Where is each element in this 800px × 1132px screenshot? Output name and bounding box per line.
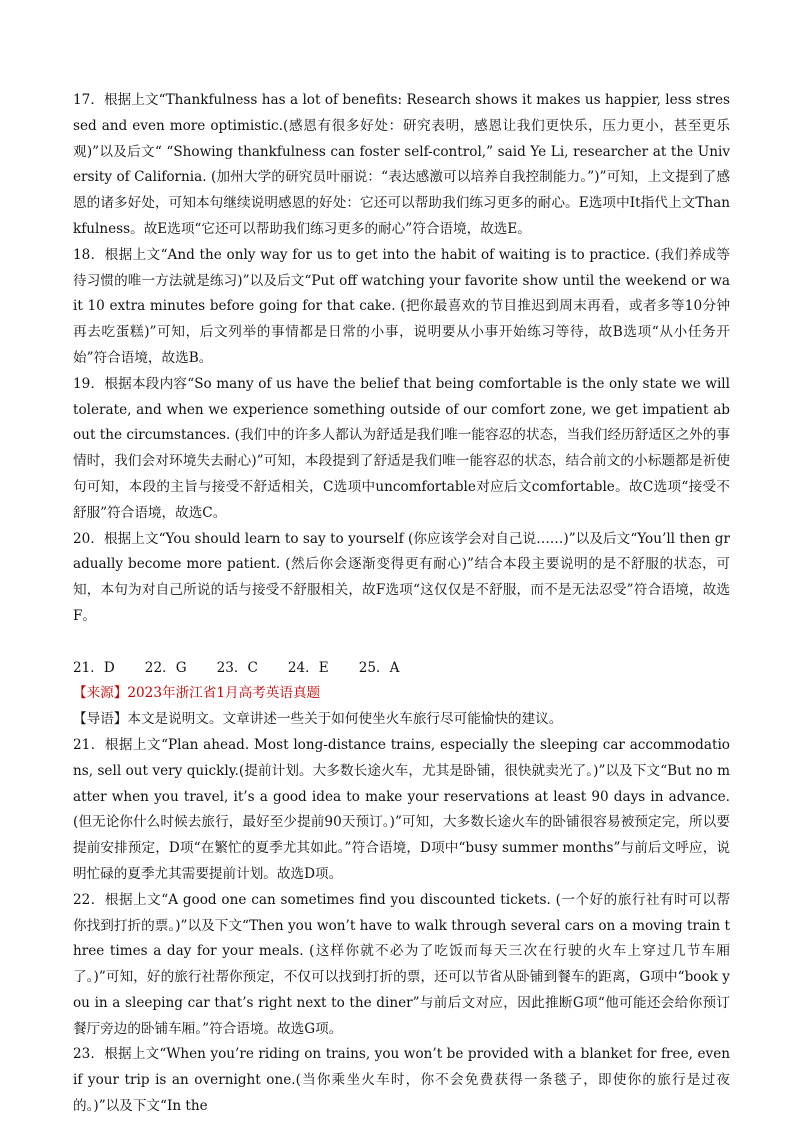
answer-22: 22．G <box>144 659 187 676</box>
source-bracket-open: 【 <box>73 685 87 702</box>
source-label: 来源 <box>86 685 114 702</box>
source-text: 2023年浙江省1月高考英语真题 <box>127 685 321 702</box>
guide-text: 本文是说明文。文章讲述一些关于如何使坐火车旅行尽可能愉快的建议。 <box>127 711 563 728</box>
explanation-20: 20．根据上文“You should learn to say to yourself (你应该学会对自己说……)”以及后文“You’ll then gradually become more patient. (然后你会逐渐变得更有耐心)”结合本段主要说明的是不舒服的状态，可知，本句为对自己所说的话与接受不舒服相关，故F选项“这仅仅是不舒服，而不是无法忍受”符合语境，故选F。 <box>73 530 730 624</box>
answer-25: 25．A <box>358 659 400 676</box>
answer-21: 21．D <box>73 659 115 676</box>
explanation-21: 21．根据上文“Plan ahead. Most long-distance trains, especially the sleeping car accommodations, sell out very quickly.(提前计划。大多数长途火车，尤其是卧铺，很快就卖光了。)”以及下文“But no matter when you travel, it’s a good idea to make your reservations at least 90 days in advance. (但无论你什么时候去旅行，最好至少提前90天预订。)”可知，大多数长途火车的卧铺很容易被预定完，所以要提前安排预定，D项“在繁忙的夏季尤其如此。”符合语境，D项中“busy summer months”与前后文呼应，说明忙碌的夏季尤其需要提前计划。故选D项。 <box>73 736 730 882</box>
explanation-17: 17．根据上文“Thankfulness has a lot of benefits: Research shows it makes us happier, less stressed and even more optimistic.(感恩有很多好处：研究表明，感恩让我们更快乐，压力更小，甚至更乐观)”以及后文“ “Showing thankfulness can foster self-control,” said Ye Li, researcher at the University of California. (加州大学的研究员叶丽说：“表达感激可以培养自我控制能力。”)”可知，上文提到了感恩的诸多好处，可知本句继续说明感恩的好处：它还可以帮助我们练习更多的耐心。E选项中It指代上文Thankfulness。故E选项“它还可以帮助我们练习更多的耐心”符合语境，故选E。 <box>73 92 730 237</box>
explanation-22: 22．根据上文“A good one can sometimes find you discounted tickets. (一个好的旅行社有时可以帮你找到打折的票。)”以及下文“Then you won’t have to walk through several cars on a moving train three times a day for your meals. (这样你就不必为了吃饭而每天三次在行驶的火车上穿过几节车厢了。)”可知，好的旅行社帮你预定，不仅可以找到打折的票，还可以节省从卧铺到餐车的距离，G项中“book you in a sleeping car that’s right next to the diner”与前后文对应，因此推断G项“他可能还会给你预订餐厅旁边的卧铺车厢。”符合语境。故选G项。 <box>73 891 730 1037</box>
answer-23: 23．C <box>216 659 258 676</box>
guide-line <box>73 707 730 733</box>
document-page <box>73 88 730 1120</box>
guide-label: 【导语】 <box>73 711 128 728</box>
source-bracket-close: 】 <box>113 685 128 702</box>
answer-24: 24．E <box>287 659 329 676</box>
section-gap <box>73 630 730 656</box>
explanation-19: 19．根据本段内容“So many of us have the belief that being comfortable is the only state we will tolerate, and when we experience something outside of our comfort zone, we get impatient about the circumstances. (我们中的许多人都认为舒适是我们唯一能容忍的状态，当我们经历舒适区之外的事情时，我们会对环境失去耐心)”可知，本段提到了舒适是我们唯一能容忍的状态，结合前文的小标题都是祈使句可知，本段的主旨与接受不舒适相关，C选项中uncomfortable对应后文comfortable。故C选项“接受不舒服”符合语境，故选C。 <box>73 375 730 521</box>
explanation-18: 18．根据上文“And the only way for us to get into the habit of waiting is to practice. (我们养成等待习惯的唯一方法就是练习)”以及后文“Put off watching your favorite show until the weekend or wait 10 extra minutes before going for that cake. (把你最喜欢的节目推迟到周末再看，或者多等10分钟再去吃蛋糕)”可知，后文列举的事情都是日常的小事，说明要从小事开始练习等待，故B选项“从小任务开始”符合语境，故选B。 <box>73 246 730 366</box>
explanation-23: 23．根据上文“When you’re riding on trains, you won’t be provided with a blanket for free, even if your trip is an overnight one.(当你乘坐火车时，你不会免费获得一条毯子，即使你的旅行是过夜的。)”以及下文“In the <box>73 1046 730 1115</box>
source-line <box>73 681 730 707</box>
answer-key <box>73 656 730 682</box>
